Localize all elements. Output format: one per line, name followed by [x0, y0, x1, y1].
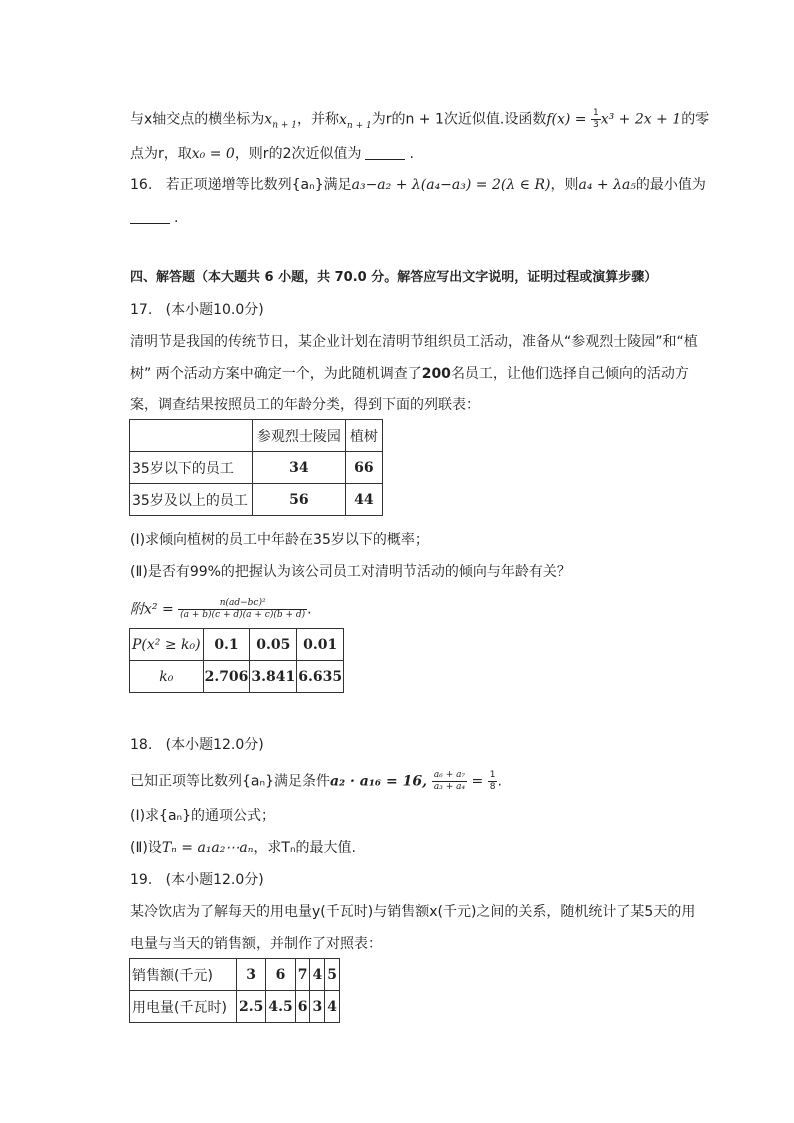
q16-period: . — [174, 210, 179, 226]
q17-header — [130, 300, 264, 320]
q19-header — [130, 870, 264, 890]
q16-math: a₃−a₂ + λ(a₄−a₃) = 2(λ ∈ R) — [351, 177, 551, 193]
q19-paragraph-2: 电量与当天的销售额，并制作了对照表： — [130, 936, 382, 952]
q18-part-2: (Ⅱ)设Tₙ = a₁a₂⋯aₙ，求Tₙ的最大值. — [130, 840, 357, 856]
q17-part-2: (Ⅱ)是否有99%的把握认为该公司员工对清明节活动的倾向与年龄有关？ — [130, 564, 571, 580]
q15-math: x₀ = 0 — [191, 146, 235, 162]
table-row: 35岁及以上的员工 56 44 — [130, 484, 383, 516]
q16-line-2 — [130, 208, 178, 228]
sales-power-table — [129, 958, 340, 1023]
q17-part-1: (Ⅰ)求倾向植树的员工中年龄在35岁以下的概率； — [130, 532, 429, 548]
q16-text: 的最小值为 — [635, 177, 706, 193]
q18-fraction-result: $\frac{1}{8}$ — [489, 770, 496, 792]
chi-square-fraction: $\frac{\text{n(ad−bc)²}}{(a + b)(c + d)(a + c)(b + d)}$ — [180, 598, 306, 620]
question-number: 17. — [130, 302, 153, 318]
q19-paragraph-1: 某冷饮店为了解每天的用电量y(千瓦时)与销售额x(千元)之间的关系，随机统计了某5天的用 — [130, 904, 696, 920]
table-row: 销售额(千元) 3 6 7 4 5 — [130, 959, 340, 991]
table-row: 参观烈士陵园 植树 — [130, 420, 383, 452]
q15-math: $x_{n + 1}$ — [339, 111, 372, 131]
question-number: 18. — [130, 737, 153, 753]
q15-text: 点为r，取 — [130, 146, 192, 162]
q15-text: ，并称 — [297, 111, 339, 128]
question-score: (本小题12.0分) — [165, 872, 264, 888]
q18-header — [130, 735, 264, 755]
q15-text: ，则r的2次近似值为 — [234, 146, 362, 162]
section-heading: 四、解答题（本大题共 6 小题，共 70.0 分。解答应写出文字说明，证明过程或演算步骤） — [130, 270, 658, 285]
q17-paragraph-3: 案，调查结果按照员工的年龄分类，得到下面的列联表： — [130, 397, 480, 413]
q15-period: . — [409, 146, 414, 162]
q15-text: 为r的n + 1次近似值.设函数 — [371, 111, 547, 128]
contingency-table — [129, 419, 383, 516]
critical-value-table — [129, 628, 344, 693]
table-row: k₀ 2.706 3.841 6.635 — [130, 661, 344, 693]
table-row: P(x² ≥ k₀) 0.1 0.05 0.01 — [130, 629, 344, 661]
q16-text: 若正项递增等比数列{aₙ}满足 — [165, 177, 352, 193]
q15-text: 与x轴交点的横坐标为 — [130, 111, 265, 128]
q15-math: x³ + 2x + 1 — [600, 111, 682, 128]
answer-blank[interactable] — [365, 145, 405, 160]
q18-part-1: (Ⅰ)求{aₙ}的通项公式； — [130, 808, 276, 824]
q15-line-2 — [130, 144, 414, 164]
q15-subscript: n + 1 — [272, 120, 297, 131]
question-number: 16. — [130, 177, 153, 193]
answer-blank[interactable] — [130, 209, 170, 224]
question-score: (本小题12.0分) — [165, 737, 264, 753]
q15-fraction: $\frac{1}{3}$ — [592, 108, 599, 130]
question-number: 19. — [130, 872, 153, 888]
table-row: 用电量(千瓦时) 2.5 4.5 6 3 4 — [130, 991, 340, 1023]
q15-text: 的零 — [681, 111, 710, 128]
q18-line-1: 已知正项等比数列{aₙ}满足条件a₂ · a₁₆ = 16, $\frac{\text{a₆ + a₇}}{\text{a₃ + a₄}}$ = $\frac{1}{8}$ . — [130, 770, 502, 792]
q17-paragraph-2: 树” 两个活动方案中确定一个，为此随机调查了200名员工，让他们选择自己倾向的活动方 — [130, 366, 689, 382]
q16-line-1 — [130, 175, 706, 195]
table-row: 35岁以下的员工 34 66 — [130, 452, 383, 484]
q17-paragraph-1: 清明节是我国的传统节日，某企业计划在清明节组织员工活动，准备从“参观烈士陵园”和“植 — [130, 334, 698, 350]
question-score: (本小题10.0分) — [165, 302, 264, 318]
q17-formula: 附x² = $\frac{\text{n(ad−bc)²}}{(a + b)(c + d)(a + c)(b + d)}$ . — [130, 598, 312, 620]
q15-line-1 — [130, 108, 709, 135]
q16-math: a₄ + λa₅ — [578, 177, 636, 193]
q16-text: ，则 — [550, 177, 579, 193]
q15-math: f(x) = — [546, 111, 591, 128]
q18-fraction: $\frac{\text{a₆ + a₇}}{\text{a₃ + a₄}}$ — [433, 770, 466, 792]
q15-math: x — [264, 111, 273, 128]
